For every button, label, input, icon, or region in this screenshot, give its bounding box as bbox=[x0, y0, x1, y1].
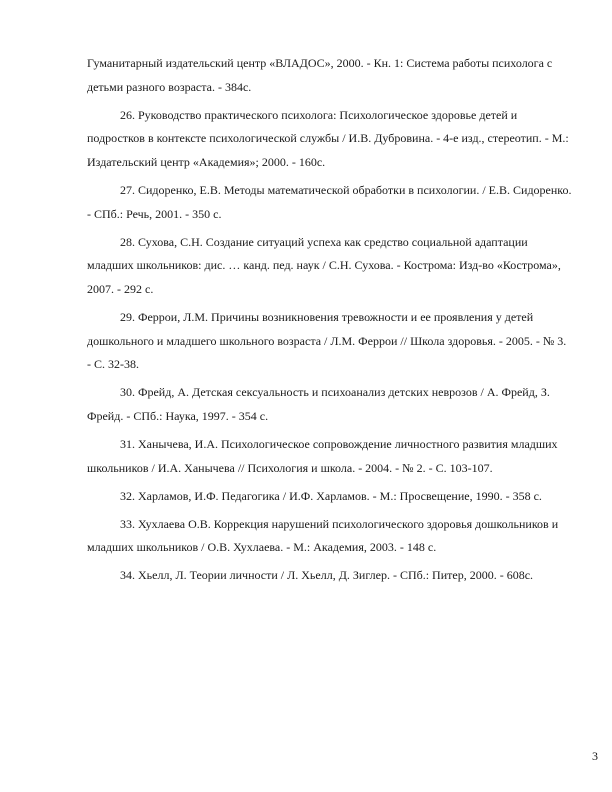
reference-item-29: 29. Феррои, Л.М. Причины возникновения тревожности и ее проявления у детей дошкольного и младшего школьного возраста / Л.М. Феррои // Школа здоровья. - 2005. - № 3. - С. 32-38. bbox=[87, 309, 567, 372]
reference-item-31: 31. Ханычева, И.А. Психологическое сопровождение личностного развития младших школьников / И.А. Ханычева // Психология и школа. - 2004. - № 2. - С. 103-107. bbox=[87, 436, 558, 475]
page-number: 3 bbox=[592, 749, 598, 763]
reference-item-28: 28. Сухова, С.Н. Создание ситуаций успеха как средство социальной адаптации младших школьников: дис. … канд. пед. наук / С.Н. Сухова. - Кострома: Изд-во «Кострома», 2007. - 292 с. bbox=[87, 234, 561, 296]
reference-item-27: 27. Сидоренко, Е.В. Методы математической обработки в психологии. / Е.В. Сидоренко. - СПб.: Речь, 2001. - 350 с. bbox=[87, 182, 572, 221]
reference-item-32: 32. Харламов, И.Ф. Педагогика / И.Ф. Харламов. - М.: Просвещение, 1990. - 358 с. bbox=[120, 488, 542, 503]
reference-item-34: 34. Хьелл, Л. Теории личности / Л. Хьелл, Д. Зиглер. - СПб.: Питер, 2000. - 608с. bbox=[120, 568, 534, 583]
reference-item-30: 30. Фрейд, А. Детская сексуальность и психоанализ детских неврозов / А. Фрейд, З. Фрейд. - СПб.: Наука, 1997. - 354 с. bbox=[87, 385, 550, 423]
reference-list bbox=[87, 52, 573, 592]
reference-item-33: 33. Хухлаева О.В. Коррекция нарушений психологического здоровья дошкольников и младших школьников / О.В. Хухлаева. - М.: Академия, 2003. - 148 с. bbox=[87, 516, 559, 555]
reference-item-26: 26. Руководство практического психолога: Психологическое здоровье детей и подростков в контексте психологической службы / И.В. Дубровина. - 4-е изд., стереотип. - М.: Издательский центр «Академия»; 2000. - 160с. bbox=[87, 107, 569, 169]
reference-continuation: Гуманитарный издательский центр «ВЛАДОС», 2000. - Кн. 1: Система работы психолога с детьми разного возраста. - 384с. bbox=[87, 56, 553, 94]
